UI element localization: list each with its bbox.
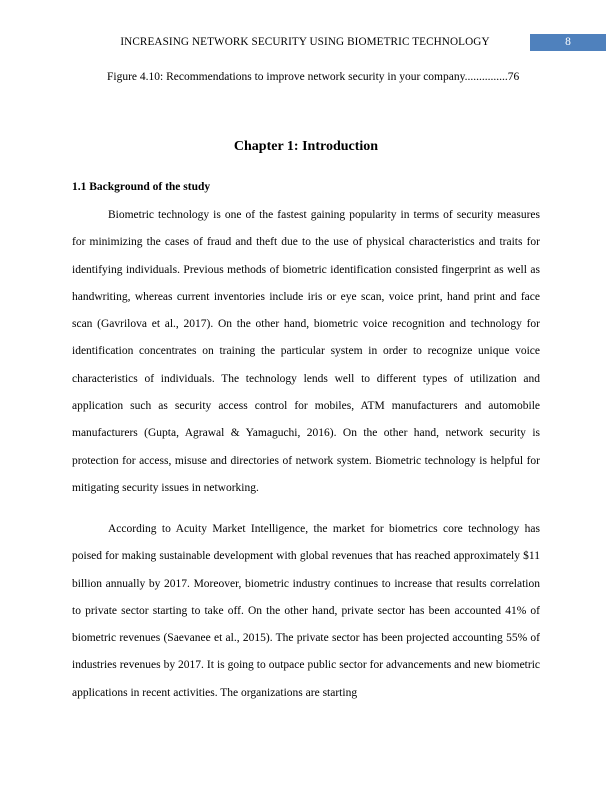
page-number: 8 <box>530 34 606 51</box>
body-paragraph-2: According to Acuity Market Intelligence, the market for biometrics core technology has poised for making sustainable development with global revenues that has reached approximately $11 billion annually by 2017. Moreover, biometric industry continues to increase that results correlation to private sector starting to take off. On the other hand, private sector has been accounted 41% of biometric revenues (Saevanee et al., 2015). The private sector has been projected accounting 55% of industries revenues by 2017. It is going to outpace public sector for advancements and new biometric applications in recent activities. The organizations are starting <box>72 523 540 699</box>
chapter-title: Chapter 1: Introduction <box>233 139 379 154</box>
toc-entry: Figure 4.10: Recommendations to improve network security in your company...............76 <box>107 71 520 83</box>
section-heading: 1.1 Background of the study <box>72 181 211 193</box>
running-header-title: INCREASING NETWORK SECURITY USING BIOMETRIC TECHNOLOGY <box>120 36 490 48</box>
body-paragraph-1: Biometric technology is one of the fastest gaining popularity in terms of security measures for minimizing the cases of fraud and theft due to the use of physical characteristics and traits for identifying individuals. Previous methods of biometric identification consisted fingerprint as well as handwriting, whereas current inventories include iris or eye scan, voice print, hand print and face scan (Gavrilova et al., 2017). On the other hand, biometric voice recognition and technology for identification concentrates on training the particular system in order to recognize unique voice characteristics of individuals. The technology lends well to different types of utilization and application such as security access control for mobiles, ATM manufacturers and automobile manufacturers (Gupta, Agrawal & Yamaguchi, 2016). On the other hand, network security is protection for access, misuse and directories of network system. Biometric technology is helpful for mitigating security issues in networking. <box>72 209 540 494</box>
